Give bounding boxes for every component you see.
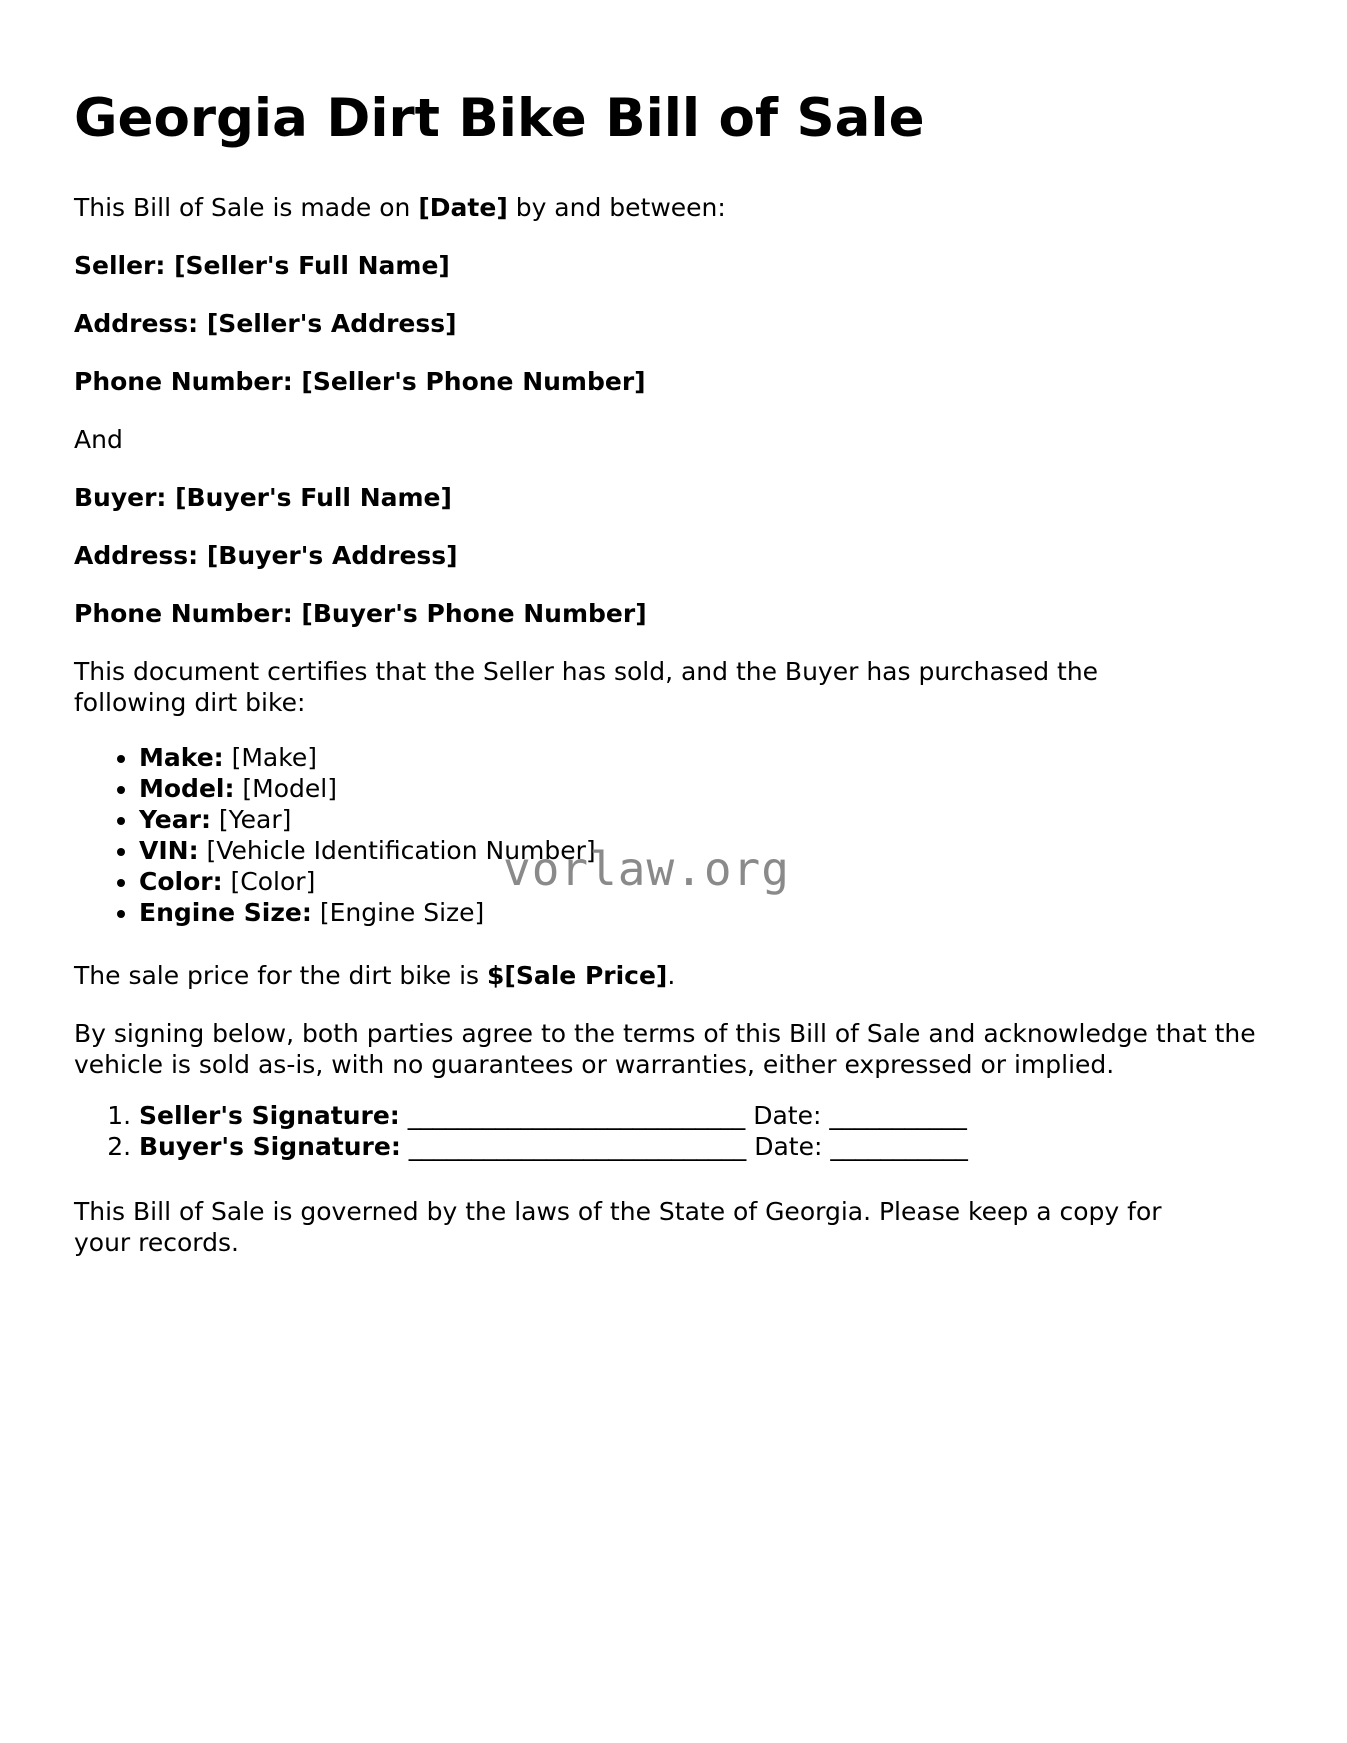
intro-prefix: This Bill of Sale is made on xyxy=(74,193,419,222)
spec-item-model xyxy=(139,773,596,804)
price-suffix: . xyxy=(667,961,676,990)
spec-label: Engine Size: xyxy=(139,898,312,927)
buyer-name-line xyxy=(74,482,452,513)
spec-item-make xyxy=(139,742,596,773)
spec-label: Year: xyxy=(139,805,211,834)
seller-address-line xyxy=(74,308,457,339)
buyer-address-text: Address: [Buyer's Address] xyxy=(74,541,458,570)
spec-value: [Model] xyxy=(234,774,337,803)
bike-specs-list xyxy=(74,742,596,928)
watermark: vorlaw.org xyxy=(503,842,790,896)
price-value: $[Sale Price] xyxy=(487,961,668,990)
certify-paragraph: This document certifies that the Seller has sold, and the Buyer has purchased the following dirt bike: xyxy=(74,657,1099,717)
signature-label: Buyer's Signature: xyxy=(139,1132,401,1161)
price-prefix: The sale price for the dirt bike is xyxy=(74,961,488,990)
price-line xyxy=(74,960,675,991)
intro-line xyxy=(74,192,726,223)
signature-list xyxy=(74,1100,968,1162)
seller-phone-line xyxy=(74,366,646,397)
seller-signature-line xyxy=(139,1100,968,1131)
document-title: Georgia Dirt Bike Bill of Sale xyxy=(74,88,925,149)
spec-value: [Color] xyxy=(222,867,316,896)
spec-label: Model: xyxy=(139,774,235,803)
spec-value: [Make] xyxy=(223,743,317,772)
signature-blanks: ___________________________ Date: ___________ xyxy=(399,1101,967,1130)
buyer-phone-text: Phone Number: [Buyer's Phone Number] xyxy=(74,599,647,628)
spec-item-year xyxy=(139,804,596,835)
spec-label: Color: xyxy=(139,867,223,896)
spec-value: [Vehicle Identification Number] xyxy=(198,836,596,865)
seller-address-text: Address: [Seller's Address] xyxy=(74,309,457,338)
signature-label: Seller's Signature: xyxy=(139,1101,400,1130)
seller-name-line xyxy=(74,250,450,281)
spec-label: Make: xyxy=(139,743,224,772)
buyer-phone-line xyxy=(74,598,647,629)
signature-blanks: ___________________________ Date: ___________ xyxy=(400,1132,968,1161)
intro-suffix: by and between: xyxy=(507,193,726,222)
buyer-signature-line xyxy=(139,1131,968,1162)
intro-date: [Date] xyxy=(418,193,508,222)
seller-name-text: Seller: [Seller's Full Name] xyxy=(74,251,450,280)
spec-value: [Year] xyxy=(210,805,292,834)
spec-label: VIN: xyxy=(139,836,199,865)
closing-paragraph: This Bill of Sale is governed by the laws of the State of Georgia. Please keep a copy for your records. xyxy=(74,1197,1162,1257)
agreement-paragraph: By signing below, both parties agree to the terms of this Bill of Sale and acknowledge that the vehicle is sold as-is, with no guarantees or warranties, either expressed or implied. xyxy=(74,1019,1256,1079)
buyer-name-text: Buyer: [Buyer's Full Name] xyxy=(74,483,452,512)
buyer-address-line xyxy=(74,540,458,571)
spec-item-engine-size xyxy=(139,897,596,928)
and-text: And xyxy=(74,425,123,454)
seller-phone-text: Phone Number: [Seller's Phone Number] xyxy=(74,367,646,396)
spec-value: [Engine Size] xyxy=(311,898,485,927)
